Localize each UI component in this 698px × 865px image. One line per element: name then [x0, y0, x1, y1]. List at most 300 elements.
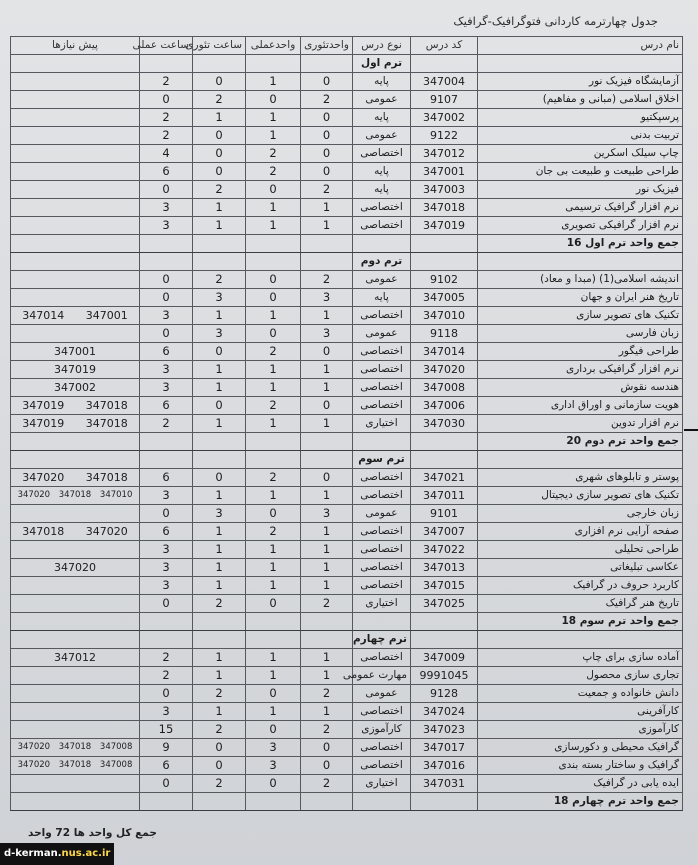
course-code: 347010 [411, 307, 478, 325]
table-row [11, 343, 683, 361]
practical-units: 2 [246, 145, 301, 163]
prerequisites [11, 667, 140, 685]
theory-units: 1 [301, 199, 353, 217]
prerequisites: 347008 347018 347020 [11, 757, 140, 775]
theory-hours: 1 [193, 523, 246, 541]
practical-units: 1 [246, 703, 301, 721]
course-code: 347017 [411, 739, 478, 757]
table-row [11, 775, 683, 793]
practical-hours: 6 [140, 343, 193, 361]
course-name: اندیشه اسلامی(1) (مبدا و معاد) [478, 271, 683, 289]
prerequisites [11, 577, 140, 595]
practical-units: 0 [246, 181, 301, 199]
practical-units: 0 [246, 271, 301, 289]
header-type: نوع درس [353, 37, 411, 55]
empty-cell [193, 451, 246, 469]
course-type: عمومی [353, 271, 411, 289]
course-name: کاربرد حروف در گرافیک [478, 577, 683, 595]
empty-cell [193, 793, 246, 811]
theory-units: 2 [301, 91, 353, 109]
practical-hours: 3 [140, 199, 193, 217]
prerequisites [11, 541, 140, 559]
term-label: ترم اول [353, 55, 411, 73]
prerequisites: 347020 [11, 559, 140, 577]
table-row [11, 739, 683, 757]
course-name: زبان خارجی [478, 505, 683, 523]
practical-units: 2 [246, 523, 301, 541]
course-type: اختصاصی [353, 307, 411, 325]
theory-units: 3 [301, 505, 353, 523]
course-name: نرم افزار گرافیکی تصویری [478, 217, 683, 235]
theory-units: 1 [301, 559, 353, 577]
term-total-row [11, 433, 683, 451]
table-row [11, 271, 683, 289]
term-total-label: جمع واحد ترم سوم 18 [478, 613, 683, 631]
prerequisites [11, 595, 140, 613]
theory-hours: 0 [193, 343, 246, 361]
theory-hours: 1 [193, 667, 246, 685]
theory-units: 0 [301, 109, 353, 127]
practical-units: 1 [246, 487, 301, 505]
table-row [11, 145, 683, 163]
term-label: ترم چهارم [353, 631, 411, 649]
theory-units: 0 [301, 469, 353, 487]
empty-cell [411, 793, 478, 811]
table-row [11, 469, 683, 487]
prerequisites [11, 703, 140, 721]
term-label: ترم دوم [353, 253, 411, 271]
prerequisites [11, 73, 140, 91]
course-type: اختصاصی [353, 577, 411, 595]
course-type: اختصاصی [353, 217, 411, 235]
theory-hours: 3 [193, 505, 246, 523]
practical-hours: 6 [140, 163, 193, 181]
course-name: کارآفرینی [478, 703, 683, 721]
prerequisites [11, 685, 140, 703]
prerequisites [11, 109, 140, 127]
table-row [11, 109, 683, 127]
theory-units: 2 [301, 685, 353, 703]
theory-hours: 0 [193, 397, 246, 415]
empty-cell [478, 55, 683, 73]
course-name: تاریخ هنر گرافیک [478, 595, 683, 613]
table-row [11, 199, 683, 217]
course-code: 347001 [411, 163, 478, 181]
course-code: 9102 [411, 271, 478, 289]
course-name: آزمایشگاه فیزیک نور [478, 73, 683, 91]
course-type: پایه [353, 109, 411, 127]
table-row [11, 73, 683, 91]
empty-cell [11, 253, 140, 271]
empty-cell [353, 793, 411, 811]
course-code: 347002 [411, 109, 478, 127]
practical-hours: 3 [140, 577, 193, 595]
empty-cell [246, 631, 301, 649]
practical-hours: 3 [140, 559, 193, 577]
course-table [10, 36, 683, 811]
term-heading-row [11, 253, 683, 271]
watermark-domain: nus.ac.ir [61, 848, 111, 859]
course-name: تربیت بدنی [478, 127, 683, 145]
term-total-row [11, 613, 683, 631]
theory-units: 1 [301, 523, 353, 541]
course-code: 347019 [411, 217, 478, 235]
empty-cell [140, 631, 193, 649]
prerequisites [11, 271, 140, 289]
practical-hours: 0 [140, 775, 193, 793]
table-row [11, 703, 683, 721]
empty-cell [301, 55, 353, 73]
course-type: اختصاصی [353, 199, 411, 217]
course-type: اختصاصی [353, 379, 411, 397]
term-heading-row [11, 55, 683, 73]
practical-units: 0 [246, 289, 301, 307]
theory-units: 1 [301, 307, 353, 325]
theory-hours: 1 [193, 361, 246, 379]
course-name: طراحی طبیعت و طبیعت بی جان [478, 163, 683, 181]
practical-hours: 2 [140, 649, 193, 667]
term-label: ترم سوم [353, 451, 411, 469]
practical-units: 3 [246, 739, 301, 757]
empty-cell [193, 631, 246, 649]
prerequisites: 347008 347018 347020 [11, 739, 140, 757]
prerequisites: 347001 347014 [11, 307, 140, 325]
course-name: نرم افزار گرافیک ترسیمی [478, 199, 683, 217]
course-type: اختصاصی [353, 757, 411, 775]
practical-units: 1 [246, 379, 301, 397]
course-name: دانش خانواده و جمعیت [478, 685, 683, 703]
course-type: اختصاصی [353, 487, 411, 505]
empty-cell [246, 451, 301, 469]
course-name: ایده یابی در گرافیک [478, 775, 683, 793]
course-code: 347007 [411, 523, 478, 541]
practical-units: 0 [246, 721, 301, 739]
course-type: پایه [353, 73, 411, 91]
course-code: 347009 [411, 649, 478, 667]
empty-cell [301, 451, 353, 469]
theory-units: 1 [301, 703, 353, 721]
empty-cell [140, 433, 193, 451]
theory-hours: 0 [193, 145, 246, 163]
prerequisites [11, 721, 140, 739]
practical-units: 0 [246, 505, 301, 523]
prerequisites [11, 505, 140, 523]
table-row [11, 289, 683, 307]
term-total-label: جمع واحد ترم دوم 20 [478, 433, 683, 451]
course-name: طراحی فیگور [478, 343, 683, 361]
course-code: 347012 [411, 145, 478, 163]
theory-units: 0 [301, 343, 353, 361]
practical-units: 0 [246, 775, 301, 793]
practical-hours: 2 [140, 73, 193, 91]
theory-units: 0 [301, 757, 353, 775]
table-row [11, 721, 683, 739]
table-row [11, 91, 683, 109]
course-name: نرم افزار گرافیکی برداری [478, 361, 683, 379]
theory-hours: 1 [193, 649, 246, 667]
prerequisites: 347018 347019 [11, 415, 140, 433]
practical-units: 1 [246, 217, 301, 235]
course-name: گرافیک و ساختار بسته بندی [478, 757, 683, 775]
practical-units: 3 [246, 757, 301, 775]
course-name: تکنیک های تصویر سازی دیجیتال [478, 487, 683, 505]
practical-hours: 3 [140, 703, 193, 721]
table-row [11, 757, 683, 775]
theory-units: 3 [301, 325, 353, 343]
course-type: عمومی [353, 127, 411, 145]
practical-units: 1 [246, 127, 301, 145]
prerequisites [11, 145, 140, 163]
prerequisites [11, 127, 140, 145]
practical-units: 0 [246, 595, 301, 613]
table-row [11, 307, 683, 325]
table-row [11, 595, 683, 613]
practical-units: 1 [246, 649, 301, 667]
theory-hours: 3 [193, 325, 246, 343]
empty-cell [193, 433, 246, 451]
prerequisites: 347010 347018 347020 [11, 487, 140, 505]
practical-units: 0 [246, 325, 301, 343]
practical-units: 1 [246, 559, 301, 577]
practical-hours: 0 [140, 595, 193, 613]
practical-hours: 9 [140, 739, 193, 757]
empty-cell [140, 793, 193, 811]
prerequisites: 347001 [11, 343, 140, 361]
course-type: اختصاصی [353, 343, 411, 361]
empty-cell [301, 793, 353, 811]
practical-hours: 2 [140, 415, 193, 433]
course-name: اخلاق اسلامی (مبانی و مفاهیم) [478, 91, 683, 109]
course-type: اختصاصی [353, 397, 411, 415]
empty-cell [11, 793, 140, 811]
table-row [11, 361, 683, 379]
theory-units: 1 [301, 649, 353, 667]
empty-cell [411, 253, 478, 271]
course-code: 9991045 [411, 667, 478, 685]
practical-units: 2 [246, 469, 301, 487]
empty-cell [193, 235, 246, 253]
course-name: نرم افزار تدوین [478, 415, 683, 433]
table-row [11, 487, 683, 505]
theory-units: 3 [301, 289, 353, 307]
empty-cell [140, 253, 193, 271]
theory-units: 2 [301, 181, 353, 199]
course-type: اختصاصی [353, 739, 411, 757]
course-code: 347004 [411, 73, 478, 91]
document-title: جدول چهارترمه کاردانی فتوگرافیک-گرافیک [453, 14, 658, 28]
course-type: پایه [353, 289, 411, 307]
course-name: صفحه آرایی نرم افزاری [478, 523, 683, 541]
practical-units: 2 [246, 343, 301, 361]
header-prereqs: پیش نیازها [11, 37, 140, 55]
theory-hours: 1 [193, 559, 246, 577]
practical-hours: 0 [140, 505, 193, 523]
theory-hours: 2 [193, 775, 246, 793]
empty-cell [246, 55, 301, 73]
empty-cell [193, 55, 246, 73]
theory-units: 1 [301, 487, 353, 505]
theory-hours: 2 [193, 181, 246, 199]
course-name: هویت سازمانی و اوراق اداری [478, 397, 683, 415]
practical-hours: 6 [140, 523, 193, 541]
course-name: آماده سازی برای چاپ [478, 649, 683, 667]
course-type: اختصاصی [353, 703, 411, 721]
term-total-label: جمع واحد ترم چهارم 18 [478, 793, 683, 811]
table-row [11, 577, 683, 595]
theory-hours: 1 [193, 217, 246, 235]
empty-cell [11, 235, 140, 253]
course-name: چاپ سیلک اسکرین [478, 145, 683, 163]
empty-cell [411, 451, 478, 469]
course-code: 347005 [411, 289, 478, 307]
empty-cell [353, 235, 411, 253]
prerequisites: 347020 347018 [11, 523, 140, 541]
empty-cell [301, 613, 353, 631]
course-type: عمومی [353, 505, 411, 523]
theory-hours: 1 [193, 577, 246, 595]
theory-hours: 2 [193, 685, 246, 703]
practical-hours: 0 [140, 271, 193, 289]
theory-units: 1 [301, 379, 353, 397]
prerequisites [11, 325, 140, 343]
course-name: هندسه نقوش [478, 379, 683, 397]
course-code: 347030 [411, 415, 478, 433]
prerequisites: 347012 [11, 649, 140, 667]
theory-units: 2 [301, 775, 353, 793]
theory-hours: 3 [193, 289, 246, 307]
theory-hours: 1 [193, 379, 246, 397]
theory-units: 1 [301, 415, 353, 433]
theory-units: 1 [301, 361, 353, 379]
course-type: عمومی [353, 91, 411, 109]
table-row [11, 541, 683, 559]
course-code: 9128 [411, 685, 478, 703]
course-code: 347011 [411, 487, 478, 505]
course-name: پوستر و تابلوهای شهری [478, 469, 683, 487]
empty-cell [193, 613, 246, 631]
table-row [11, 217, 683, 235]
course-code: 347016 [411, 757, 478, 775]
empty-cell [478, 253, 683, 271]
course-type: اختیاری [353, 775, 411, 793]
practical-hours: 2 [140, 667, 193, 685]
term-heading-row [11, 451, 683, 469]
practical-hours: 2 [140, 127, 193, 145]
theory-hours: 0 [193, 757, 246, 775]
practical-hours: 0 [140, 91, 193, 109]
prerequisites [11, 289, 140, 307]
practical-units: 1 [246, 199, 301, 217]
empty-cell [246, 433, 301, 451]
empty-cell [11, 433, 140, 451]
prerequisites: 347002 [11, 379, 140, 397]
theory-units: 1 [301, 667, 353, 685]
practical-hours: 6 [140, 397, 193, 415]
watermark [0, 843, 114, 865]
prerequisites: 347018 347019 [11, 397, 140, 415]
table-row [11, 181, 683, 199]
table-row [11, 379, 683, 397]
empty-cell [301, 235, 353, 253]
prerequisites [11, 199, 140, 217]
table-row [11, 397, 683, 415]
theory-units: 0 [301, 73, 353, 91]
header-name: نام درس [478, 37, 683, 55]
empty-cell [11, 613, 140, 631]
practical-hours: 15 [140, 721, 193, 739]
course-name: تاریخ هنر ایران و جهان [478, 289, 683, 307]
term-total-label: جمع واحد ترم اول 16 [478, 235, 683, 253]
table-row [11, 685, 683, 703]
practical-hours: 3 [140, 379, 193, 397]
theory-units: 0 [301, 127, 353, 145]
theory-hours: 1 [193, 703, 246, 721]
prerequisites: 347019 [11, 361, 140, 379]
course-code: 9107 [411, 91, 478, 109]
course-type: اختیاری [353, 595, 411, 613]
course-code: 347020 [411, 361, 478, 379]
course-code: 347018 [411, 199, 478, 217]
course-name: فیزیک نور [478, 181, 683, 199]
theory-hours: 0 [193, 127, 246, 145]
theory-hours: 1 [193, 199, 246, 217]
course-code: 9118 [411, 325, 478, 343]
course-code: 347006 [411, 397, 478, 415]
course-type: اختیاری [353, 415, 411, 433]
prerequisites [11, 91, 140, 109]
empty-cell [301, 253, 353, 271]
header-practical-units: واحدعملی [246, 37, 301, 55]
theory-hours: 0 [193, 73, 246, 91]
theory-hours: 1 [193, 541, 246, 559]
theory-units: 2 [301, 271, 353, 289]
course-code: 347022 [411, 541, 478, 559]
practical-units: 1 [246, 577, 301, 595]
empty-cell [301, 433, 353, 451]
practical-hours: 6 [140, 469, 193, 487]
empty-cell [353, 613, 411, 631]
course-type: اختصاصی [353, 469, 411, 487]
course-type: مهارت عمومی [353, 667, 411, 685]
empty-cell [478, 451, 683, 469]
empty-cell [478, 631, 683, 649]
prerequisites [11, 217, 140, 235]
practical-hours: 3 [140, 487, 193, 505]
course-type: اختصاصی [353, 649, 411, 667]
practical-hours: 0 [140, 685, 193, 703]
theory-units: 1 [301, 217, 353, 235]
course-type: کارآموزی [353, 721, 411, 739]
course-code: 347025 [411, 595, 478, 613]
practical-units: 1 [246, 667, 301, 685]
empty-cell [140, 613, 193, 631]
course-type: عمومی [353, 325, 411, 343]
course-type: اختصاصی [353, 145, 411, 163]
margin-mark [684, 429, 698, 431]
table-row [11, 523, 683, 541]
course-code: 347014 [411, 343, 478, 361]
table-row [11, 505, 683, 523]
theory-hours: 1 [193, 415, 246, 433]
course-name: کارآموزی [478, 721, 683, 739]
header-theory-units: واحدتئوری [301, 37, 353, 55]
theory-hours: 0 [193, 163, 246, 181]
practical-hours: 3 [140, 361, 193, 379]
theory-hours: 1 [193, 109, 246, 127]
theory-units: 0 [301, 163, 353, 181]
course-name: طراحی تحلیلی [478, 541, 683, 559]
theory-units: 0 [301, 145, 353, 163]
